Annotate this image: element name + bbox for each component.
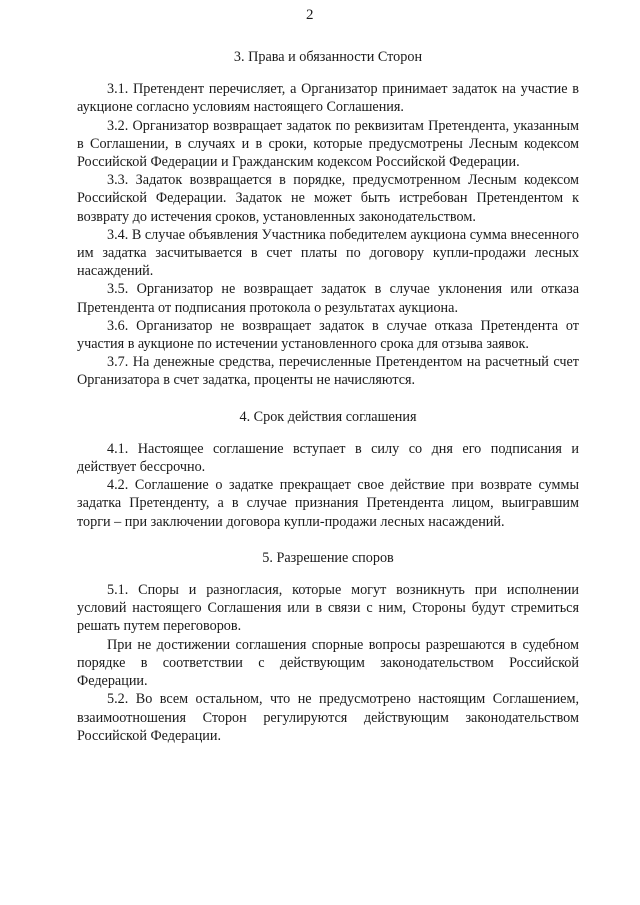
paragraph: 5.2. Во всем остальном, что не предусмотрено настоящим Соглашением, взаимоотношения Сторон регулируются действующим законодательством Российской Федерации. [77,691,579,744]
section-title: 3. Права и обязанности Сторон [233,49,423,65]
section-4 [77,408,579,531]
page-number: 2 [306,7,314,23]
paragraph: 3.5. Организатор не возвращает задаток в случае уклонения или отказа Претендента от подписания протокола о результатах аукциона. [77,281,579,316]
section-5 [77,549,579,745]
paragraph: 3.4. В случае объявления Участника победителем аукциона сумма внесенного им задатка засчитывается в счет платы по договору купли-продажи лесных насаждений. [77,226,579,280]
document-body [77,48,579,745]
paragraph: При не достижении соглашения спорные вопросы разрешаются в судебном порядке в соответствии с действующим законодательством Российской Федерации. [77,636,579,690]
paragraph: 3.7. На денежные средства, перечисленные Претендентом на расчетный счет Организатора в счет задатка, проценты не начисляются. [77,354,579,389]
section-3 [77,48,579,390]
paragraph: 3.1. Претендент перечисляет, а Организатор принимает задаток на участие в аукционе согласно условиям настоящего Соглашения. [77,81,579,116]
paragraph: 4.2. Соглашение о задатке прекращает свое действие при возврате суммы задатка Претенденту, а в случае признания Претендента лицом, выигравшим торги – при заключении договора купли-продажи лесных насаждений. [77,477,579,530]
section-title: 5. Разрешение споров [262,549,394,566]
paragraph: 3.3. Задаток возвращается в порядке, предусмотренном Лесным кодексом Российской Федерации. Задаток не может быть истребован Претендентом к возврату до истечения сроков, установленных законодательством. [77,172,579,225]
paragraph: 3.2. Организатор возвращает задаток по реквизитам Претендента, указанным в Соглашении, в случаях и в сроки, которые предусмотрены Лесным кодексом Российской Федерации и Гражданским кодексом Российской Федерации. [77,117,579,171]
paragraph: 4.1. Настоящее соглашение вступает в силу со дня его подписания и действует бессрочно. [77,440,579,476]
paragraph: 5.1. Споры и разногласия, которые могут возникнуть при исполнении условий настоящего Соглашения или в связи с ним, Стороны будут стремиться решать путем переговоров. [77,582,579,635]
section-title: 4. Срок действия соглашения [239,408,417,425]
paragraph: 3.6. Организатор не возвращает задаток в случае отказа Претендента от участия в аукционе по истечении установленного срока для отзыва заявок. [77,317,579,353]
